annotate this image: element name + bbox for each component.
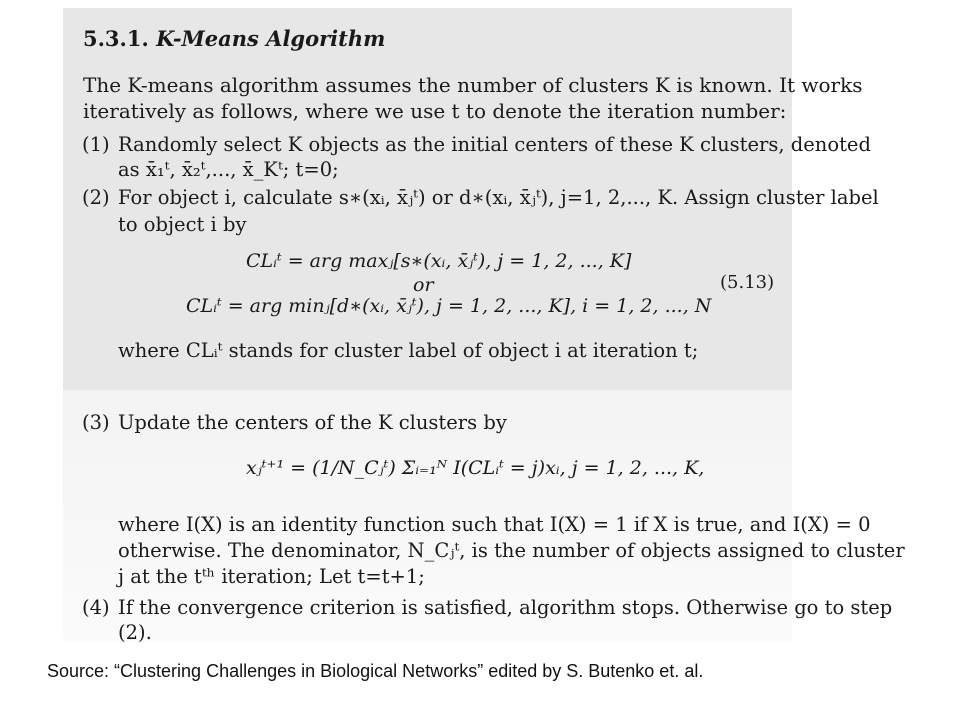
step-4-line-2: (2). — [118, 621, 152, 644]
step-3-note-1: where I(X) is an identity function such that I(X) = 1 if X is true, and I(X) = 0 — [118, 513, 871, 536]
step-2-line-2: to object i by — [118, 213, 247, 236]
source-caption: Source: “Clustering Challenges in Biological Networks” edited by S. Butenko et. al. — [47, 661, 704, 681]
intro-line-2: iteratively as follows, where we use t to denote the iteration number: — [83, 99, 787, 123]
section-number: 5.3.1. — [83, 26, 149, 51]
equation-argmax: CLᵢᵗ = arg maxⱼ[s∗(xᵢ, x̄ⱼᵗ), j = 1, 2, ..., K] — [246, 250, 632, 272]
section-heading — [83, 26, 385, 51]
intro-line-1: The K-means algorithm assumes the number of clusters K is known. It works — [83, 73, 863, 97]
step-3-line-1: Update the centers of the K clusters by — [118, 411, 507, 434]
step-2-marker: (2) — [82, 186, 110, 209]
step-1-line-2: as x̄₁ᵗ, x̄₂ᵗ,..., x̄_Kᵗ; t=0; — [118, 158, 339, 181]
equation-number: (5.13) — [720, 272, 775, 293]
step-2-line-1: For object i, calculate s∗(xᵢ, x̄ⱼᵗ) or d∗(xᵢ, x̄ⱼᵗ), j=1, 2,..., K. Assign cluster label — [118, 186, 879, 209]
step-3-note-2: otherwise. The denominator, N_Cⱼᵗ, is the number of objects assigned to cluster — [118, 539, 905, 562]
cluster-label-definition: where CLᵢᵗ stands for cluster label of object i at iteration t; — [118, 339, 699, 362]
step-1-line-1: Randomly select K objects as the initial centers of these K clusters, denoted — [118, 133, 871, 156]
equation-center-update: xⱼᵗ⁺¹ = (1/N_Cⱼᵗ) Σᵢ₌₁ᴺ I(CLᵢᵗ = j)xᵢ, j = 1, 2, ..., K, — [246, 457, 705, 479]
equation-argmin: CLᵢᵗ = arg minⱼ[d∗(xᵢ, x̄ⱼᵗ), j = 1, 2, ..., K], i = 1, 2, ..., N — [186, 295, 712, 317]
step-3-marker: (3) — [82, 411, 110, 434]
step-4-line-1: If the convergence criterion is satisfied, algorithm stops. Otherwise go to step — [118, 596, 893, 619]
step-3-note-3: j at the tᵗʰ iteration; Let t=t+1; — [118, 565, 425, 588]
step-1-marker: (1) — [82, 133, 110, 156]
step-4-marker: (4) — [82, 596, 110, 619]
section-title: K-Means Algorithm — [156, 26, 386, 51]
equation-or: or — [413, 274, 434, 296]
